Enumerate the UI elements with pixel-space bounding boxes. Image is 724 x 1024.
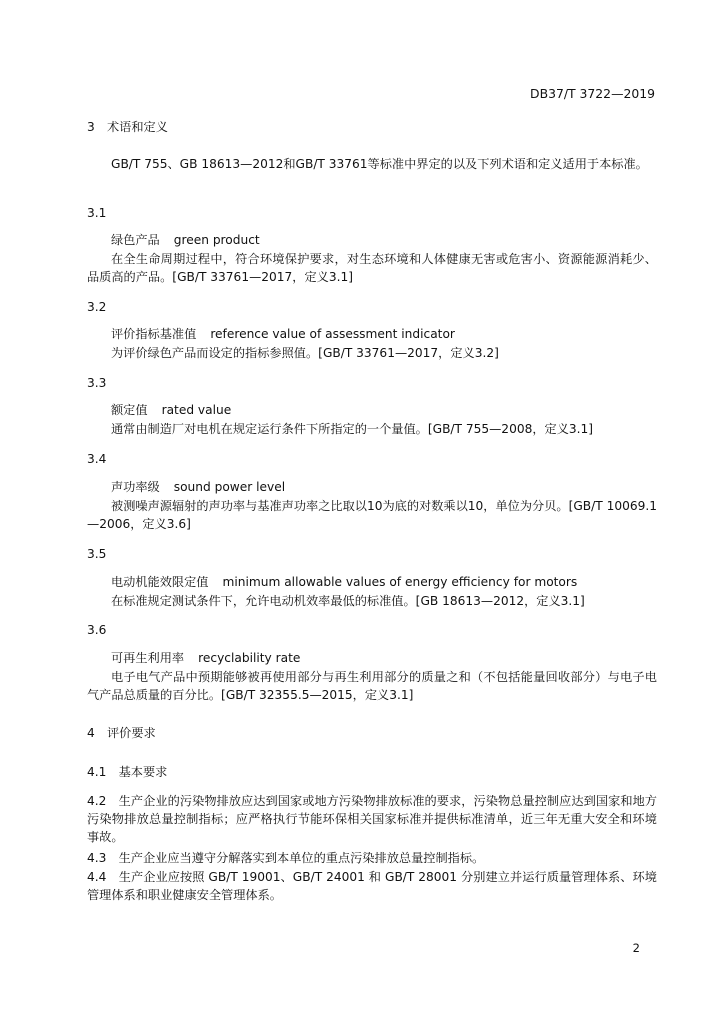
term-en: green product bbox=[173, 233, 260, 247]
clause-4-1: 4.1 基本要求 bbox=[87, 765, 168, 779]
term-number: 3.1 bbox=[87, 206, 107, 220]
term-number: 3.3 bbox=[87, 376, 107, 390]
term-title bbox=[111, 649, 300, 667]
section-3-intro: GB/T 755、GB 18613—2012和GB/T 33761等标准中界定的以及下列术语和定义适用于本标准。 bbox=[111, 157, 648, 171]
term-zh: 电动机能效限定值 bbox=[111, 575, 209, 589]
term-zh: 评价指标基准值 bbox=[111, 327, 197, 341]
term-title bbox=[111, 478, 285, 496]
section-3-heading: 3 术语和定义 bbox=[87, 120, 168, 134]
term-definition: 为评价绿色产品而设定的指标参照值。[GB/T 33761—2017，定义3.2] bbox=[111, 346, 499, 360]
term-title bbox=[111, 401, 231, 419]
term-en: minimum allowable values of energy efficiency for motors bbox=[222, 575, 578, 589]
term-number: 3.5 bbox=[87, 547, 107, 561]
term-en: recyclability rate bbox=[198, 651, 301, 665]
term-number: 3.2 bbox=[87, 300, 107, 314]
term-zh: 绿色产品 bbox=[111, 233, 160, 247]
clause-4-4: 4.4 生产企业应按照 GB/T 19001、GB/T 24001 和 GB/T 28001 分别建立并运行质量管理体系、环境管理体系和职业健康安全管理体系。 bbox=[87, 870, 657, 902]
term-definition: 被测噪声源辐射的声功率与基准声功率之比取以10为底的对数乘以10，单位为分贝。[GB/T 10069.1—2006，定义3.6] bbox=[87, 499, 657, 531]
term-zh: 可再生利用率 bbox=[111, 651, 185, 665]
term-zh: 额定值 bbox=[111, 403, 148, 417]
term-en: sound power level bbox=[173, 480, 286, 494]
section-4-heading: 4 评价要求 bbox=[87, 726, 156, 740]
term-title bbox=[111, 573, 577, 591]
clause-4-3: 4.3 生产企业应当遵守分解落实到本单位的重点污染排放总量控制指标。 bbox=[87, 851, 485, 865]
term-en: rated value bbox=[161, 403, 232, 417]
document-number: DB37/T 3722—2019 bbox=[530, 86, 655, 101]
term-zh: 声功率级 bbox=[111, 480, 160, 494]
term-definition: 电子电气产品中预期能够被再使用部分与再生利用部分的质量之和（不包括能量回收部分）与电子电气产品总质量的百分比。[GB/T 32355.5—2015，定义3.1] bbox=[87, 670, 657, 702]
term-title bbox=[111, 325, 455, 343]
term-definition: 通常由制造厂对电机在规定运行条件下所指定的一个量值。[GB/T 755—2008，定义3.1] bbox=[111, 422, 594, 436]
term-number: 3.6 bbox=[87, 623, 107, 637]
term-number: 3.4 bbox=[87, 452, 107, 466]
term-title bbox=[111, 231, 260, 249]
term-en: reference value of assessment indicator bbox=[210, 327, 455, 341]
term-definition: 在全生命周期过程中，符合环境保护要求，对生态环境和人体健康无害或危害小、资源能源消耗少、品质高的产品。[GB/T 33761—2017，定义3.1] bbox=[87, 252, 657, 284]
term-definition: 在标准规定测试条件下，允许电动机效率最低的标准值。[GB 18613—2012，定义3.1] bbox=[111, 594, 585, 608]
page-number: 2 bbox=[632, 941, 640, 955]
clause-4-2: 4.2 生产企业的污染物排放应达到国家或地方污染物排放标准的要求，污染物总量控制应达到国家和地方污染物排放总量控制指标；应严格执行节能环保相关国家标准并提供标准清单，近三年无重大安全和环境事故。 bbox=[87, 794, 657, 844]
